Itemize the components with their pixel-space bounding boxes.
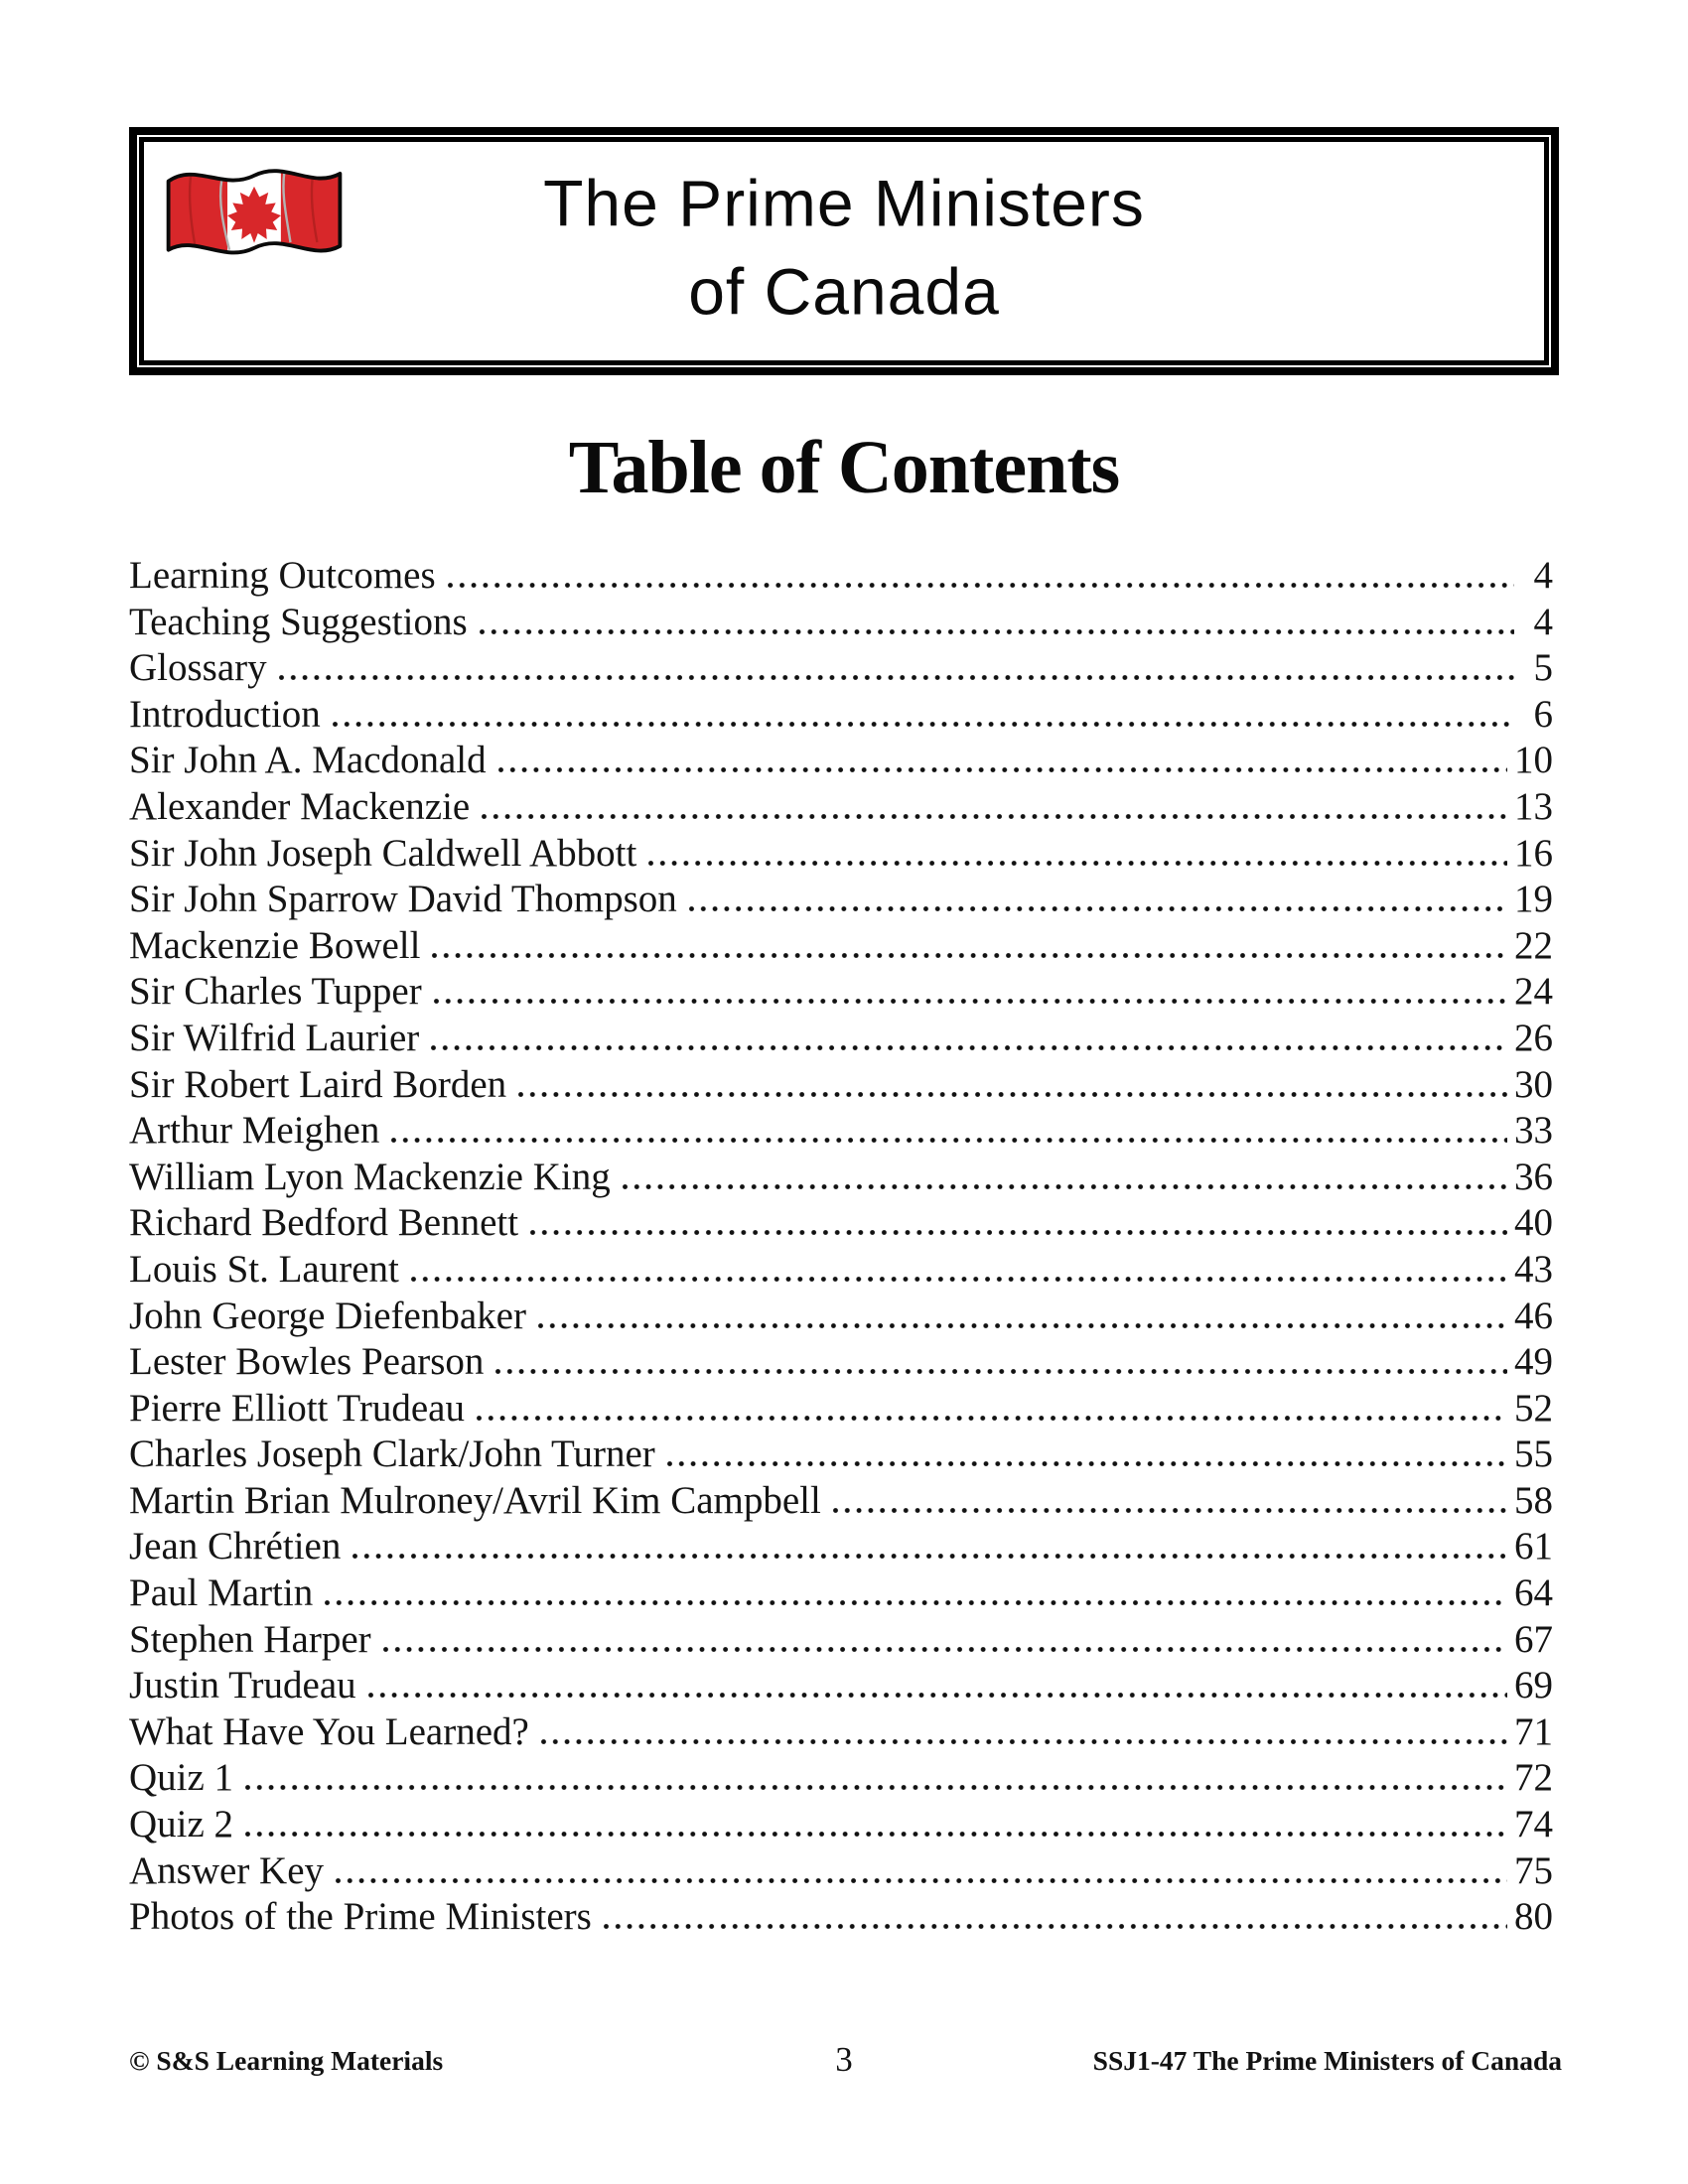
toc-entry-row (129, 784, 1553, 831)
toc-entry-row (129, 1524, 1553, 1570)
toc-entry-row (129, 1386, 1553, 1433)
toc-entry-page-number: 16 (1514, 831, 1553, 875)
toc-entry-page-number: 80 (1514, 1895, 1553, 1939)
toc-entry-row (129, 692, 1553, 739)
toc-entry-label: Alexander Mackenzie (129, 784, 471, 828)
toc-entry-page-number: 71 (1514, 1709, 1553, 1753)
toc-entry-label: Glossary (129, 646, 267, 690)
toc-entry-page-number: 24 (1514, 970, 1553, 1014)
toc-entry-label: Stephen Harper (129, 1617, 371, 1661)
toc-entry-row (129, 969, 1553, 1016)
toc-entry-label: John George Diefenbaker (129, 1294, 526, 1337)
toc-entry-page-number: 75 (1514, 1848, 1553, 1892)
toc-entry-label: Charles Joseph Clark/John Turner (129, 1433, 655, 1476)
toc-entry-page-number: 10 (1514, 739, 1553, 782)
toc-entry-label: Sir John A. Macdonald (129, 739, 487, 782)
toc-entry-label: Jean Chrétien (129, 1525, 342, 1569)
toc-entry-label: Introduction (129, 692, 321, 736)
footer-page-number: 3 (835, 2040, 853, 2079)
dot-leader (411, 1277, 1507, 1282)
toc-entry-row (129, 1432, 1553, 1478)
dot-leader (518, 1092, 1507, 1097)
toc-entry-row (129, 831, 1553, 878)
dot-leader (482, 814, 1507, 819)
toc-entry-label: Quiz 2 (129, 1803, 234, 1846)
toc-entry-page-number: 36 (1514, 1155, 1553, 1198)
dot-leader (432, 953, 1507, 958)
toc-entry-page-number: 72 (1514, 1756, 1553, 1800)
toc-entry-label: Martin Brian Mulroney/Avril Kim Campbell (129, 1478, 821, 1522)
dot-leader (391, 1138, 1507, 1143)
toc-entry-row (129, 1894, 1553, 1941)
dot-leader (623, 1184, 1507, 1189)
toc-entry-label: Richard Bedford Bennett (129, 1201, 519, 1245)
toc-entry-page-number: 58 (1514, 1478, 1553, 1522)
dot-leader (648, 861, 1507, 866)
toc-entry-row (129, 553, 1553, 600)
toc-entry-label: Louis St. Laurent (129, 1247, 399, 1291)
dot-leader (245, 1832, 1507, 1837)
toc-entry-label: Photos of the Prime Ministers (129, 1895, 592, 1939)
toc-entry-row (129, 1709, 1553, 1756)
toc-entry-page-number: 5 (1533, 646, 1553, 690)
dot-leader (495, 1369, 1507, 1374)
toc-entry-row (129, 923, 1553, 970)
toc-entry-label: Sir Charles Tupper (129, 970, 422, 1014)
toc-entry-page-number: 64 (1514, 1571, 1553, 1615)
toc-entry-label: Answer Key (129, 1848, 325, 1892)
dot-leader (368, 1693, 1507, 1698)
dot-leader (498, 767, 1507, 772)
toc-entry-row (129, 1570, 1553, 1617)
toc-entry-page-number: 26 (1514, 1016, 1553, 1059)
dot-leader (538, 1323, 1507, 1328)
toc-entry-page-number: 4 (1533, 600, 1553, 643)
toc-entry-row (129, 1294, 1553, 1340)
page-footer (0, 2035, 1688, 2083)
toc-entry-label: Arthur Meighen (129, 1109, 380, 1153)
book-title (137, 159, 1551, 336)
dot-leader (667, 1461, 1507, 1466)
toc-entry-row (129, 1339, 1553, 1386)
toc-entry-row (129, 1802, 1553, 1848)
toc-entry-label: Sir John Sparrow David Thompson (129, 878, 677, 921)
toc-entry-label: Mackenzie Bowell (129, 923, 421, 967)
dot-leader (333, 722, 1514, 727)
toc-entry-label: Teaching Suggestions (129, 600, 468, 643)
toc-entry-label: Sir John Joseph Caldwell Abbott (129, 831, 637, 875)
dot-leader (245, 1785, 1507, 1790)
toc-entry-label: Paul Martin (129, 1571, 314, 1615)
toc-entry-page-number: 69 (1514, 1664, 1553, 1707)
toc-entry-row (129, 1478, 1553, 1525)
book-title-line2: of Canada (688, 254, 1000, 329)
toc-entry-row (129, 645, 1553, 692)
dot-leader (279, 675, 1514, 680)
toc-entry-row (129, 600, 1553, 646)
toc-entry-row (129, 1755, 1553, 1802)
toc-entry-page-number: 67 (1514, 1617, 1553, 1661)
toc-entry-page-number: 33 (1514, 1109, 1553, 1153)
dot-leader (434, 999, 1507, 1004)
toc-entry-row (129, 1016, 1553, 1062)
toc-entry-page-number: 6 (1533, 692, 1553, 736)
toc-entry-label: William Lyon Mackenzie King (129, 1155, 611, 1198)
toc-entry-page-number: 40 (1514, 1201, 1553, 1245)
toc-entry-row (129, 1617, 1553, 1664)
dot-leader (336, 1878, 1507, 1883)
toc-entry-label: Justin Trudeau (129, 1664, 356, 1707)
footer-product-code: SSJ1-47 The Prime Ministers of Canada (1092, 2045, 1562, 2076)
toc-entry-row (129, 1663, 1553, 1709)
dot-leader (480, 629, 1514, 634)
dot-leader (325, 1600, 1507, 1605)
toc-entry-page-number: 46 (1514, 1294, 1553, 1337)
toc-entry-page-number: 61 (1514, 1525, 1553, 1569)
toc-entry-page-number: 30 (1514, 1062, 1553, 1106)
toc-entry-page-number: 19 (1514, 878, 1553, 921)
dot-leader (352, 1554, 1507, 1559)
toc-entry-label: Lester Bowles Pearson (129, 1340, 485, 1384)
dot-leader (689, 906, 1507, 911)
dot-leader (833, 1508, 1507, 1513)
toc-entry-label: Sir Robert Laird Borden (129, 1062, 507, 1106)
toc-entry-page-number: 43 (1514, 1247, 1553, 1291)
dot-leader (477, 1416, 1507, 1421)
toc-entry-row (129, 1108, 1553, 1155)
header-banner-box (129, 127, 1559, 375)
page-title: Table of Contents (568, 426, 1120, 509)
toc-entry-row (129, 1247, 1553, 1294)
toc-entry-page-number: 49 (1514, 1340, 1553, 1384)
toc-entry-row (129, 1848, 1553, 1895)
dot-leader (431, 1045, 1507, 1050)
toc-entry-row (129, 1155, 1553, 1201)
toc-entry-page-number: 13 (1514, 784, 1553, 828)
dot-leader (383, 1647, 1507, 1652)
toc-entry-page-number: 22 (1514, 923, 1553, 967)
footer-copyright: © S&S Learning Materials (129, 2045, 444, 2076)
toc-entry-label: Quiz 1 (129, 1756, 234, 1800)
dot-leader (604, 1924, 1507, 1929)
toc-entry-label: Sir Wilfrid Laurier (129, 1016, 420, 1059)
toc-entry-row (129, 1200, 1553, 1247)
toc-entry-row (129, 1062, 1553, 1109)
toc-entry-row (129, 877, 1553, 923)
toc-entry-label: Learning Outcomes (129, 554, 436, 597)
dot-leader (541, 1739, 1507, 1744)
toc-entry-page-number: 4 (1533, 554, 1553, 597)
toc-entry-row (129, 738, 1553, 784)
dot-leader (448, 583, 1514, 588)
toc-entry-page-number: 74 (1514, 1803, 1553, 1846)
toc-entry-label: Pierre Elliott Trudeau (129, 1386, 465, 1430)
book-title-line1: The Prime Ministers (543, 166, 1145, 240)
toc-entry-page-number: 52 (1514, 1386, 1553, 1430)
table-of-contents-list (129, 553, 1553, 1941)
toc-entry-label: What Have You Learned? (129, 1709, 529, 1753)
dot-leader (530, 1230, 1507, 1235)
toc-entry-page-number: 55 (1514, 1433, 1553, 1476)
